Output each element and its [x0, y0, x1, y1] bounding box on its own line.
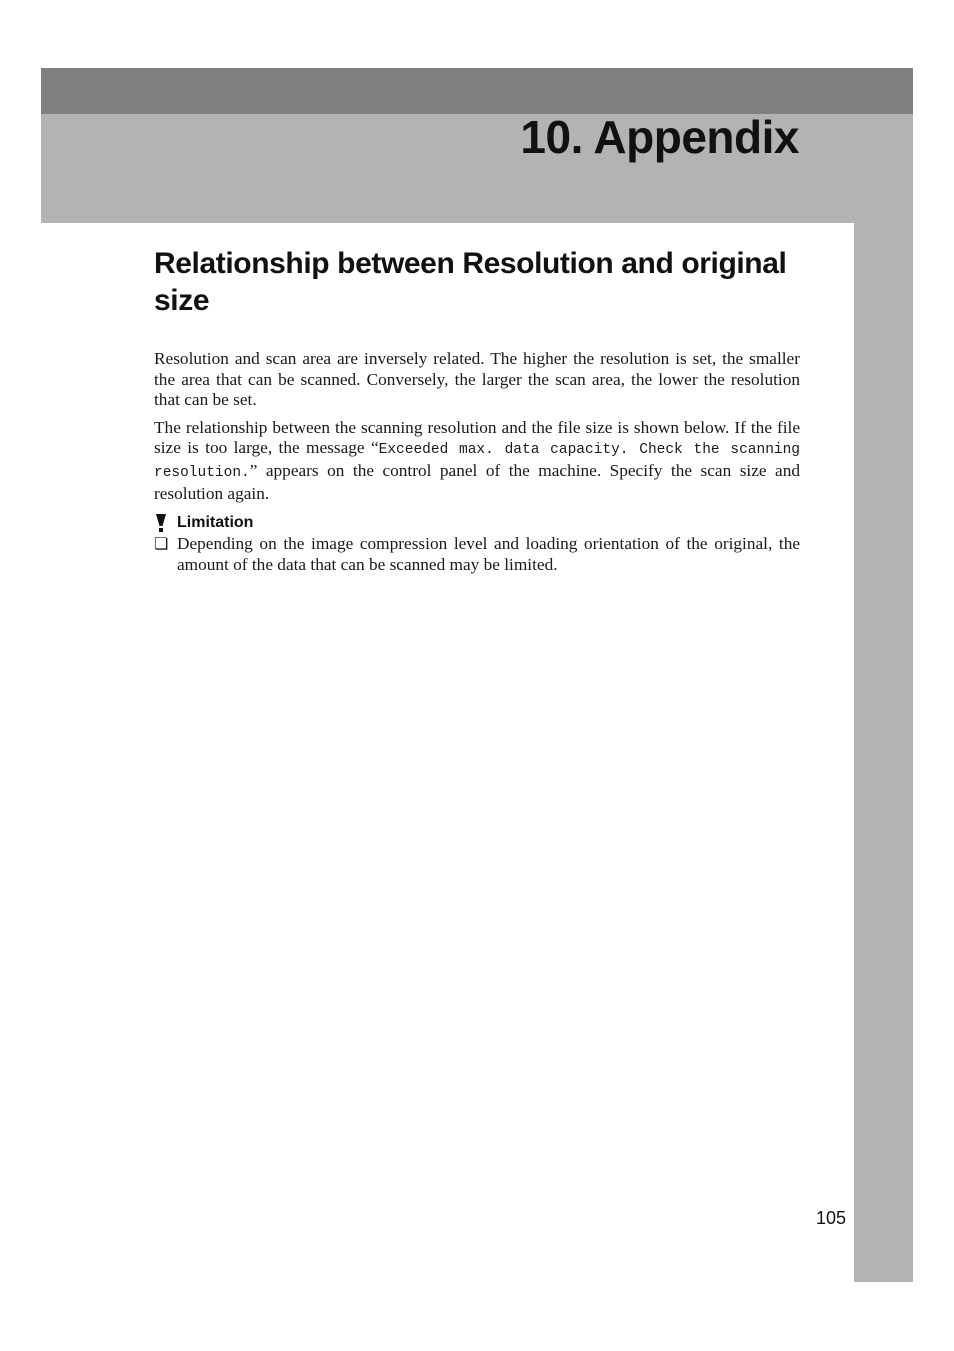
chapter-title: 10. Appendix: [520, 111, 799, 163]
paragraph-2-text-after: ” appears on the control panel of the machine. Specify the scan size and resolution again.: [154, 460, 800, 503]
section-title: Relationship between Resolution and original size: [154, 247, 787, 317]
control-panel-message: Exceeded max. data capacity. Check the scanning resolution.: [154, 442, 800, 481]
limitation-heading: [154, 512, 800, 534]
exclamation-icon: [154, 513, 168, 533]
checkbox-bullet-icon: ❏: [154, 534, 169, 554]
paragraph-2-text-before: The relationship between the scanning resolution and the file size is shown below. If the file size is too large, the message “: [154, 417, 800, 458]
main-content: [154, 349, 800, 575]
body-paragraph-2: [154, 418, 800, 504]
page-number: 105: [815, 1208, 846, 1228]
limitation-label: Limitation: [177, 514, 254, 532]
chapter-side-tab: [854, 223, 913, 1282]
header-band-dark: [41, 68, 913, 114]
limitation-list-item: [154, 534, 800, 575]
limitation-item-text: Depending on the image compression level and loading orientation of the original, the amount of the data that can be scanned may be limited.: [177, 534, 800, 574]
body-paragraph-1: Resolution and scan area are inversely related. The higher the resolution is set, the smaller the area that can be scanned. Conversely, the larger the scan area, the lower the resolution that can be set.: [154, 349, 800, 410]
